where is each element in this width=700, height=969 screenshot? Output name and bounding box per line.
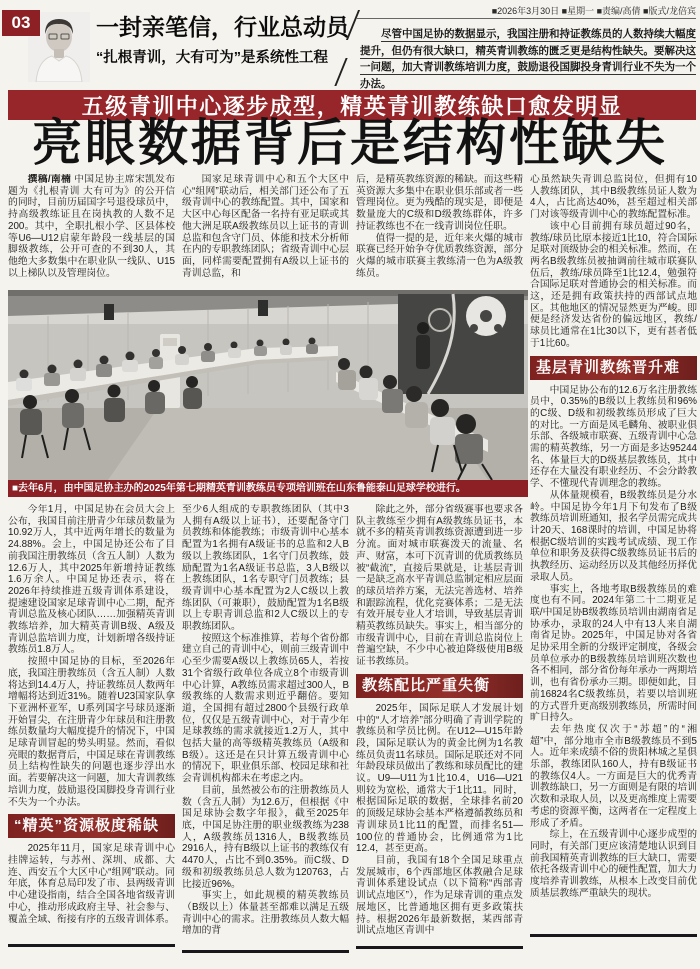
paragraph: 事实上，如此规模的精英教练员（B级以上）体量甚至都难以满足五级青训中心的需求。注册教练员人数大幅增加的背: [182, 890, 349, 937]
training-classroom-illustration: [8, 290, 528, 480]
page-number: 03: [2, 10, 40, 36]
paragraph: 从体量规模看，B级教练员是分水岭。中国足协今年1月下旬发布了B级教练员培训班通知，报名学员需完成共计20天、168课时的培训，中国足协将根据C级培训的实践考试成绩、现工作单位和职务及获得C级教练员证书后的执教经历、运动经历以及其他经历择优录取人员。: [530, 489, 697, 583]
column-end-rule: [182, 950, 349, 953]
photo-caption: ■去年6月，由中国足协主办的2025年第七期精英青训教练员专项培训班在山东鲁能泰山足球学校进行。: [8, 480, 528, 497]
dateline: ■2026年3月30日 ■星期一 ■责编/高倩 ■版式/龙倍宾: [491, 6, 696, 16]
article-column-3-top: [356, 174, 523, 286]
sub-headline-banner: 五级青训中心逐步成型，精英青训教练缺口愈发明显: [8, 90, 696, 120]
article-column-1-top: [8, 174, 175, 286]
paragraph: 去年热度仅次于“苏超”的“湘超”中，部分地市全市B级教练员不到5人。近年来成绩不俗的贵阳林城之星俱乐部，教练团队160人，持有B级证书的教练仅4人。一方面是巨大的优秀青训教练缺口，另一方面则是有限的培训次数和录取人员，以及更高维度上需要考虑的资源平衡，这两者在一定程度上形成了矛盾。: [530, 723, 697, 829]
kicker-title: 一封亲笔信，行业总动员: [96, 14, 349, 40]
column-end-rule: [530, 934, 697, 937]
paragraph: 国家足球青训中心和五个大区中心“组网”联动后，相关部门还公布了五级青训中心的教练配置。其中，国家和大区中心每区配备一名持有亚足联或其他大洲足联A级教练员以上证书的青训总监和包含守门员、体能和技术分析师在内的专职教练团队；省级青训中心层面，同样需要配置拥有A级以上证书的青训总监，和: [182, 174, 349, 279]
paragraph: 综上，在五级青训中心逐步成型的同时，有关部门更应该清楚地认识到目前我国精英青训教练的巨大缺口，需要依托各级青训中心的硬性配置，加大力度培养青训教练，从根本上改变目前优质基层教练严重缺失的现状。: [530, 829, 697, 899]
paragraph: 2025年11月，国家足球青训中心挂牌运转，与苏州、深圳、成都、大连、西安五个大区中心“组网”联动。同年底，体育总局印发了市、县两级青训中心建设指南，结合全国各地省级青训中心，推动形成政府主导、社会参与、覆盖全域、衔接有序的五级青训体系。: [8, 843, 175, 925]
paragraph: 目前，我国有18个全国足球重点发展城市，6个西部地区体教融合足球青训体系建设试点（以下简称“西部青训试点地区”），作为足球青训的重点发展地区，比普通地区拥有更多政策扶持。根据2026年最新数据，某西部青训试点地区青训中: [356, 854, 523, 937]
paragraph: 事实上，各地考取B级教练员的难度也有不同。2024年第二十二期亚足联/中国足协B级教练员培训由湖南省足协承办，录取的24人中有13人来自湖南省足协。2025年，中国足协对各省足协采用全新的分级评定制度，各级会员单位承办的B级教练员培训班次数也各不相同，部分省份每年承办一两期培训，也有省份承办三期。即便如此，目前16824名C级教练员，若要以培训班的方式晋升更高级别教练员，所需时间旷日持久。: [530, 583, 697, 724]
paragraph: 今年1月，中国足协在会员大会上公布，我国目前注册青少年球员数量为10.92万人，其中近两年增长的数量为24.88%。会上，中国足协还公布了目前我国注册教练员（含五人制）人数为12.6万人，其中2025年新增持证教练1.6万余人。中国足协还表示，将在2026年持续推进五级青训体系建设，提速建设国家足球青训中心二期，配齐青训总监及核心团队……加强精英青训教练培养，加大精英青训B级、A级及青训总监培训力度，计划新增各级持证教练员1.8万人。: [8, 504, 175, 656]
article-column-1-bottom: [8, 504, 175, 942]
paragraph: 至少6人组成的专职教练团队（其中3人拥有A级以上证书），还要配备守门员教练和体能教练；市级青训中心基本配置为1名拥有A级证书的总监和2人B级以上教练团队，1名守门员教练，鼓励配置为1名A级证书总监，3人B级以上教练团队，1名专职守门员教练；县级青训中心基本配置为2人C级以上教练团队（可兼职），鼓励配置为1名B级以上专职青训总监和2人C级以上的专职教练团队。: [182, 504, 349, 633]
article-column-3-bottom: [356, 504, 523, 944]
paragraph-text: 中国足协主席宋凯发布题为《扎根青训 大有可为》的公开信的同时，目前历届国字号退役球员中，持高级教练证且在岗执教的人数不足200。其中，全职扎根小学、区县体校等U6—U12启蒙年龄段一线基层的国脚级教练，公开可查的不到30人，其他绝大多数集中在职业队一线队、U15以上梯队以及管理岗位。: [8, 174, 175, 279]
paragraph: 中国足协公布的12.6万名注册教练员中，0.35%的B级以上教练员和96%的C级、D级和初级教练员形成了巨大的对比。一方面是凤毛麟角、被职业俱乐部、各级城市联赛、五级青训中心急需的精英教练，另一方面是多达95244名、体量巨大的D级基层教练员，其中还存在大量没有职业经历、不会分龄教学、不懂现代青训理念的教练。: [530, 384, 697, 490]
paragraph: 后，是精英教练资源的稀缺。而这些精英资源大多集中在职业俱乐部或者一些管理岗位。更为残酷的现实是，即便是数量庞大的C级和D级教练群体，许多持证教练也不在一线青训岗位任职。: [356, 174, 523, 232]
article-photo: [8, 290, 528, 497]
section-heading-promotion: 基层青训教练晋升难: [530, 356, 697, 380]
paragraph: 该中心目前拥有球员超过90名，教练/球员比原本接近1比10，符合国际足联对顶级协会的相关标准。然而，在两名B级教练员被抽调前往城市联赛队伍后，教练/球员降至1比12.4，勉强符合国际足联对普通协会的相关标准。而这，还是拥有政策扶持的西部试点地区。其他地区的情况显然更为严峻。即便是经济发达省份的偏远地区，教练/球员比通常在1比30以下，更有甚者低于1比60。: [530, 220, 697, 349]
paragraph: 目前，虽然被公布的注册教练员人数（含五人制）为12.6万，但根据《中国足球协会数字年报》，截至2025年底，中国足协注册的职业级教练为238人，A级教练员1316人，B级教练员2916人，持有B级以上证书的教练仅有4470人，占比不到0.35%。而C级、D级和初级教练员总人数为120763，占比接近96%。: [182, 784, 349, 890]
article-column-2-bottom: [182, 504, 349, 948]
article-column-2-top: [182, 174, 349, 286]
paragraph: 按照中国足协的目标，至2026年底，我国注册教练员（含五人制）人数将达到14.4万人，持证教练员人数两年增幅将达到近31%。随着U23国家队拿下亚洲杯亚军，U系列国字号球员逐渐开始冒尖，在注册青少年球员和注册教练员数量均大幅度提升的情况下，中国足球青训冒起的势头明显。然而，看似亮眼的数据背后，中国足球在青训教练员上结构性缺失的问题也逐步浮出水面。若要解决这一问题，加大青训教练培训力度，鼓励退役国脚投身青训行业不失为一个办法。: [8, 656, 175, 808]
column-end-rule: [356, 946, 523, 949]
paragraph: [8, 174, 175, 279]
paragraph: 值得一提的是，近年来火爆的城市联赛已经开始争夺优质教练资源，部分火爆的城市联赛主教练清一色为A级教练员。: [356, 232, 523, 279]
kicker-title-block: [96, 14, 352, 67]
dateline-rule: [356, 18, 696, 19]
kicker-subtitle: “扎根青训，大有可为”是系统性工程: [96, 50, 328, 67]
paragraph: 心虽然缺失青训总监岗位，但拥有10人教练团队，其中B级教练员证人数为4人，占比高达40%，甚至超过相关部门对该等级青训中心的教练配置标准。: [530, 174, 697, 221]
intro-summary: 尽管中国足协的数据显示，我国注册和持证教练员的人数持续大幅度提升，但仍有很大缺口，精英青训教练的匮乏更是结构性缺失。要解决这一问题，加大青训教练培训力度，鼓励退役国脚投身青训行业不失为一个办法。: [360, 28, 696, 90]
paragraph: 按照这个标准推算，若每个省份都建立自己的青训中心，则前三级青训中心至少需要A级以上教练员65人，若按31个省级行政单位各成立8个市级青训中心计算，A教练员需求超过300人，B级教练的人数需求则近乎翻倍。要知道，全国拥有超过2800个县级行政单位，仅仅是五级青训中心，对于青少年足球教练的需求就接近1.2万人，其中包括大量的高等级精英教练员（A级和B级）。这还是在只计算五级青训中心的情况下，职业俱乐部、校园足球和社会青训机构都未在考虑之内。: [182, 632, 349, 785]
main-headline: 亮眼数据背后是结构性缺失: [32, 115, 668, 171]
byline: 撰稿/南楠: [27, 174, 72, 185]
section-heading-ratio: 教练配比严重失衡: [356, 674, 523, 698]
paragraph: 2025年，国际足联人才发展计划中的“人才培养”部分明确了青训学院的教练员和学员比例。在U12—U15年龄段，国际足联认为的黄金比例为1名教练员负责11名球员。国际足联还对不同年龄段球员做出了教练和球员配比的建议。U9—U11为1比10.4，U16—U21则较为宽松，通常大于1比11。同时，根据国际足联的数据，全球排名前20的顶级足球协会基本严格遵循教练员和青训球员1比11的配置，而排名51—100位的普通协会，比例通常为1比12.4，甚至更高。: [356, 702, 523, 855]
section-heading-elite: “精英”资源极度稀缺: [8, 814, 175, 838]
paragraph: 除此之外，部分省级赛事也要求各队主教练至少拥有A级教练员证书，本就不多的精英青训教练资源遭到进一步分流。面对城市联赛泼天的流量、名声、财富，本可下沉青训的优质教练员被“截流”，直接后果就是，让基层青训一是缺乏高水平青训总监制定相应层面的球员培养方案，无法完善选材、培养和跟踪流程，优化竞赛体系；二是无法有效开展专业人才培训，导致基层青训精英教练员缺失。事实上，相当部分的市级青训中心，目前在青训总监岗位上普遍空缺，不少中心被迫降级使用B级证书教练员。: [356, 504, 523, 668]
article-column-4: [530, 174, 697, 932]
column-end-rule: [8, 944, 175, 947]
